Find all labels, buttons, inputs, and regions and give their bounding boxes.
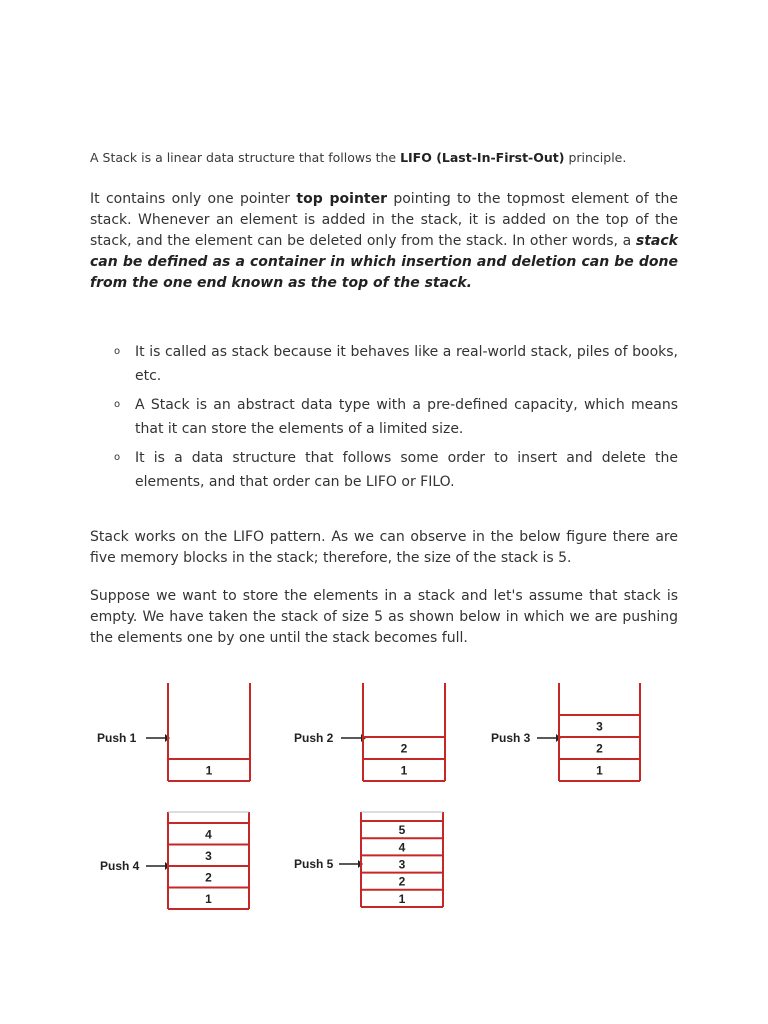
- stack-element-value: 1: [205, 891, 212, 906]
- stack-element-value: 2: [398, 874, 406, 889]
- list-item: o A Stack is an abstract data type with a pre-defined capacity, which means that it can store the elements of a limited size.: [110, 393, 678, 441]
- stack-element-value: 2: [400, 741, 408, 756]
- stack-element-value: 1: [398, 891, 406, 906]
- bullet-marker: o: [114, 452, 121, 463]
- lifo-term: LIFO (Last-In-First-Out): [400, 150, 565, 165]
- stack-element-value: 1: [596, 763, 603, 778]
- top-pointer-term: top pointer: [296, 191, 387, 207]
- stack-element-value: 2: [596, 741, 603, 756]
- stack-element-value: 3: [205, 848, 212, 863]
- stack-element-value: 3: [596, 719, 603, 734]
- list-item: o It is called as stack because it behaves like a real-world stack, piles of books, etc.: [110, 340, 678, 388]
- push-label: Push 5: [294, 857, 334, 871]
- stack-definition-paragraph: It contains only one pointer top pointer pointing to the topmost element of the stack. Whenever an element is added in the stack, it is added on the top of the stack, and the element can be deleted only from the stack. In other words, a stack can be defined as a container in which insertion and deletion can be done from the one end known as the top of the stack.: [90, 191, 678, 291]
- push-label: Push 2: [294, 731, 334, 745]
- push-label: Push 4: [100, 859, 140, 873]
- stack-definition-emphasis: stack can be defined as a container in which insertion and deletion can be done from the one end known as the top of the stack.: [90, 233, 678, 291]
- push-label: Push 3: [491, 731, 531, 745]
- bullet-marker: o: [114, 399, 121, 410]
- intro-paragraph: A Stack is a linear data structure that follows the LIFO (Last-In-First-Out) principle.: [90, 150, 627, 165]
- push-label: Push 1: [97, 731, 137, 745]
- stack-element-value: 4: [398, 840, 406, 855]
- stack-element-value: 4: [205, 827, 212, 842]
- lifo-pattern-paragraph: Stack works on the LIFO pattern. As we can observe in the below figure there are five memory blocks in the stack; therefore, the size of the stack is 5.: [90, 529, 678, 566]
- list-item: o It is a data structure that follows some order to insert and delete the elements, and that order can be LIFO or FILO.: [110, 446, 678, 494]
- stack-element-value: 3: [398, 857, 406, 872]
- stack-element-value: 1: [400, 763, 408, 778]
- stack-element-value: 5: [398, 823, 406, 838]
- push-example-paragraph: Suppose we want to store the elements in a stack and let's assume that stack is empty. We have taken the stack of size 5 as shown below in which we are pushing the elements one by one until the stack becomes full.: [90, 588, 678, 646]
- bullet-marker: o: [114, 346, 121, 357]
- stack-element-value: 2: [205, 870, 212, 885]
- stack-element-value: 1: [205, 763, 213, 778]
